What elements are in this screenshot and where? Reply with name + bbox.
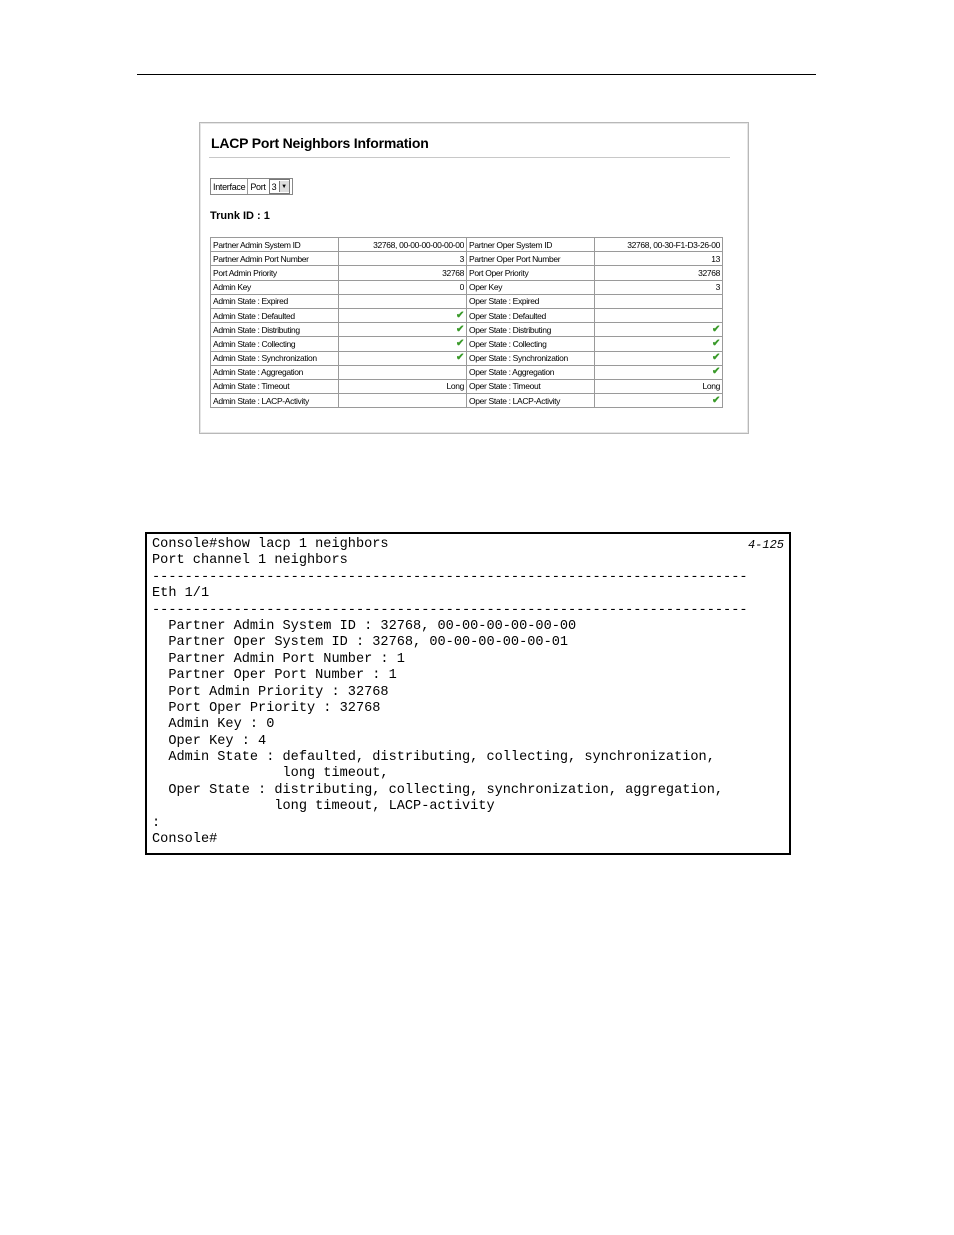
console-line: Admin State : defaulted, distributing, collecting, synchronization, bbox=[152, 750, 715, 766]
admin-value-cell: Long bbox=[339, 379, 467, 393]
oper-value-cell: ✔ bbox=[595, 323, 723, 337]
admin-value-cell: ✔ bbox=[339, 323, 467, 337]
oper-label-cell: Partner Oper System ID bbox=[467, 238, 595, 252]
oper-label-cell: Oper State : LACP-Activity bbox=[467, 394, 595, 408]
admin-label-cell: Admin State : Collecting bbox=[211, 337, 339, 351]
table-row bbox=[211, 351, 723, 365]
oper-value-cell: Long bbox=[595, 379, 723, 393]
console-line: Admin Key : 0 bbox=[152, 717, 275, 733]
table-row bbox=[211, 308, 723, 322]
neighbors-table bbox=[210, 237, 723, 408]
console-line: ------------------------------------------------------------------------- bbox=[152, 569, 748, 585]
oper-value-cell: 3 bbox=[595, 280, 723, 294]
admin-label-cell: Port Admin Priority bbox=[211, 266, 339, 280]
admin-label-cell: Admin State : Defaulted bbox=[211, 308, 339, 322]
port-label: Port bbox=[247, 179, 267, 194]
admin-value-cell: 3 bbox=[339, 252, 467, 266]
admin-value-cell bbox=[339, 394, 467, 408]
oper-value-cell: 32768, 00-30-F1-D3-26-00 bbox=[595, 238, 723, 252]
admin-label-cell: Admin State : Aggregation bbox=[211, 365, 339, 379]
table-row bbox=[211, 252, 723, 266]
console-line: Oper Key : 4 bbox=[152, 733, 267, 749]
admin-value-cell: 32768, 00-00-00-00-00-00 bbox=[339, 238, 467, 252]
oper-label-cell: Oper State : Expired bbox=[467, 294, 595, 308]
admin-label-cell: Admin Key bbox=[211, 280, 339, 294]
oper-label-cell: Oper State : Synchronization bbox=[467, 351, 595, 365]
table-row bbox=[211, 379, 723, 393]
interface-selector bbox=[210, 178, 293, 195]
panel-title: LACP Port Neighbors Information bbox=[211, 135, 429, 151]
admin-label-cell: Admin State : Timeout bbox=[211, 379, 339, 393]
table-row bbox=[211, 294, 723, 308]
table-row bbox=[211, 280, 723, 294]
console-line: Oper State : distributing, collecting, synchronization, aggregation, bbox=[152, 782, 724, 798]
console-line: Partner Admin System ID : 32768, 00-00-00-00-00-00 bbox=[152, 618, 577, 634]
admin-label-cell: Admin State : Distributing bbox=[211, 323, 339, 337]
admin-label-cell: Partner Admin Port Number bbox=[211, 252, 339, 266]
console-output-box bbox=[145, 532, 791, 855]
trunk-id-label: Trunk ID : 1 bbox=[210, 210, 270, 222]
admin-label-cell: Admin State : LACP-Activity bbox=[211, 394, 339, 408]
table-row bbox=[211, 394, 723, 408]
admin-value-cell: 0 bbox=[339, 280, 467, 294]
admin-label-cell: Partner Admin System ID bbox=[211, 238, 339, 252]
oper-label-cell: Oper State : Collecting bbox=[467, 337, 595, 351]
oper-value-cell: ✔ bbox=[595, 337, 723, 351]
table-row bbox=[211, 238, 723, 252]
page-header-rule bbox=[137, 74, 816, 75]
console-line: Port Oper Priority : 32768 bbox=[152, 700, 381, 716]
console-line: : bbox=[152, 815, 161, 831]
table-row bbox=[211, 323, 723, 337]
console-line: long timeout, LACP-activity bbox=[152, 799, 495, 815]
lacp-neighbors-panel bbox=[199, 122, 749, 434]
oper-label-cell: Oper State : Defaulted bbox=[467, 308, 595, 322]
admin-value-cell: 32768 bbox=[339, 266, 467, 280]
oper-label-cell: Oper State : Timeout bbox=[467, 379, 595, 393]
admin-value-cell bbox=[339, 365, 467, 379]
console-text bbox=[152, 537, 748, 848]
console-line: Partner Oper System ID : 32768, 00-00-00-00-00-01 bbox=[152, 635, 569, 651]
console-line: Console#show lacp 1 neighbors bbox=[152, 537, 389, 552]
oper-label-cell: Oper Key bbox=[467, 280, 595, 294]
console-line: Eth 1/1 bbox=[152, 586, 210, 602]
oper-value-cell: ✔ bbox=[595, 394, 723, 408]
title-divider bbox=[209, 157, 730, 158]
admin-value-cell: ✔ bbox=[339, 308, 467, 322]
table-row bbox=[211, 266, 723, 280]
oper-label-cell: Port Oper Priority bbox=[467, 266, 595, 280]
interface-label: Interface bbox=[213, 181, 246, 192]
table-row bbox=[211, 365, 723, 379]
console-line: Partner Oper Port Number : 1 bbox=[152, 668, 397, 684]
oper-value-cell: 13 bbox=[595, 252, 723, 266]
oper-value-cell: 32768 bbox=[595, 266, 723, 280]
table-row bbox=[211, 337, 723, 351]
page-reference: 4-125 bbox=[747, 538, 784, 552]
console-line: Console# bbox=[152, 832, 218, 848]
admin-value-cell: ✔ bbox=[339, 337, 467, 351]
oper-label-cell: Oper State : Aggregation bbox=[467, 365, 595, 379]
oper-value-cell bbox=[595, 308, 723, 322]
chevron-down-icon[interactable]: ▼ bbox=[279, 181, 289, 192]
console-line: Port Admin Priority : 32768 bbox=[152, 684, 389, 700]
admin-label-cell: Admin State : Synchronization bbox=[211, 351, 339, 365]
port-select-value: 3 bbox=[271, 181, 277, 192]
console-line: long timeout, bbox=[152, 766, 389, 782]
admin-label-cell: Admin State : Expired bbox=[211, 294, 339, 308]
oper-label-cell: Partner Oper Port Number bbox=[467, 252, 595, 266]
port-select[interactable] bbox=[269, 179, 290, 194]
oper-label-cell: Oper State : Distributing bbox=[467, 323, 595, 337]
admin-value-cell bbox=[339, 294, 467, 308]
oper-value-cell: ✔ bbox=[595, 351, 723, 365]
console-line: ------------------------------------------------------------------------- bbox=[152, 602, 748, 618]
admin-value-cell: ✔ bbox=[339, 351, 467, 365]
oper-value-cell bbox=[595, 294, 723, 308]
oper-value-cell: ✔ bbox=[595, 365, 723, 379]
console-line: Partner Admin Port Number : 1 bbox=[152, 651, 405, 667]
console-line: Port channel 1 neighbors bbox=[152, 553, 348, 569]
